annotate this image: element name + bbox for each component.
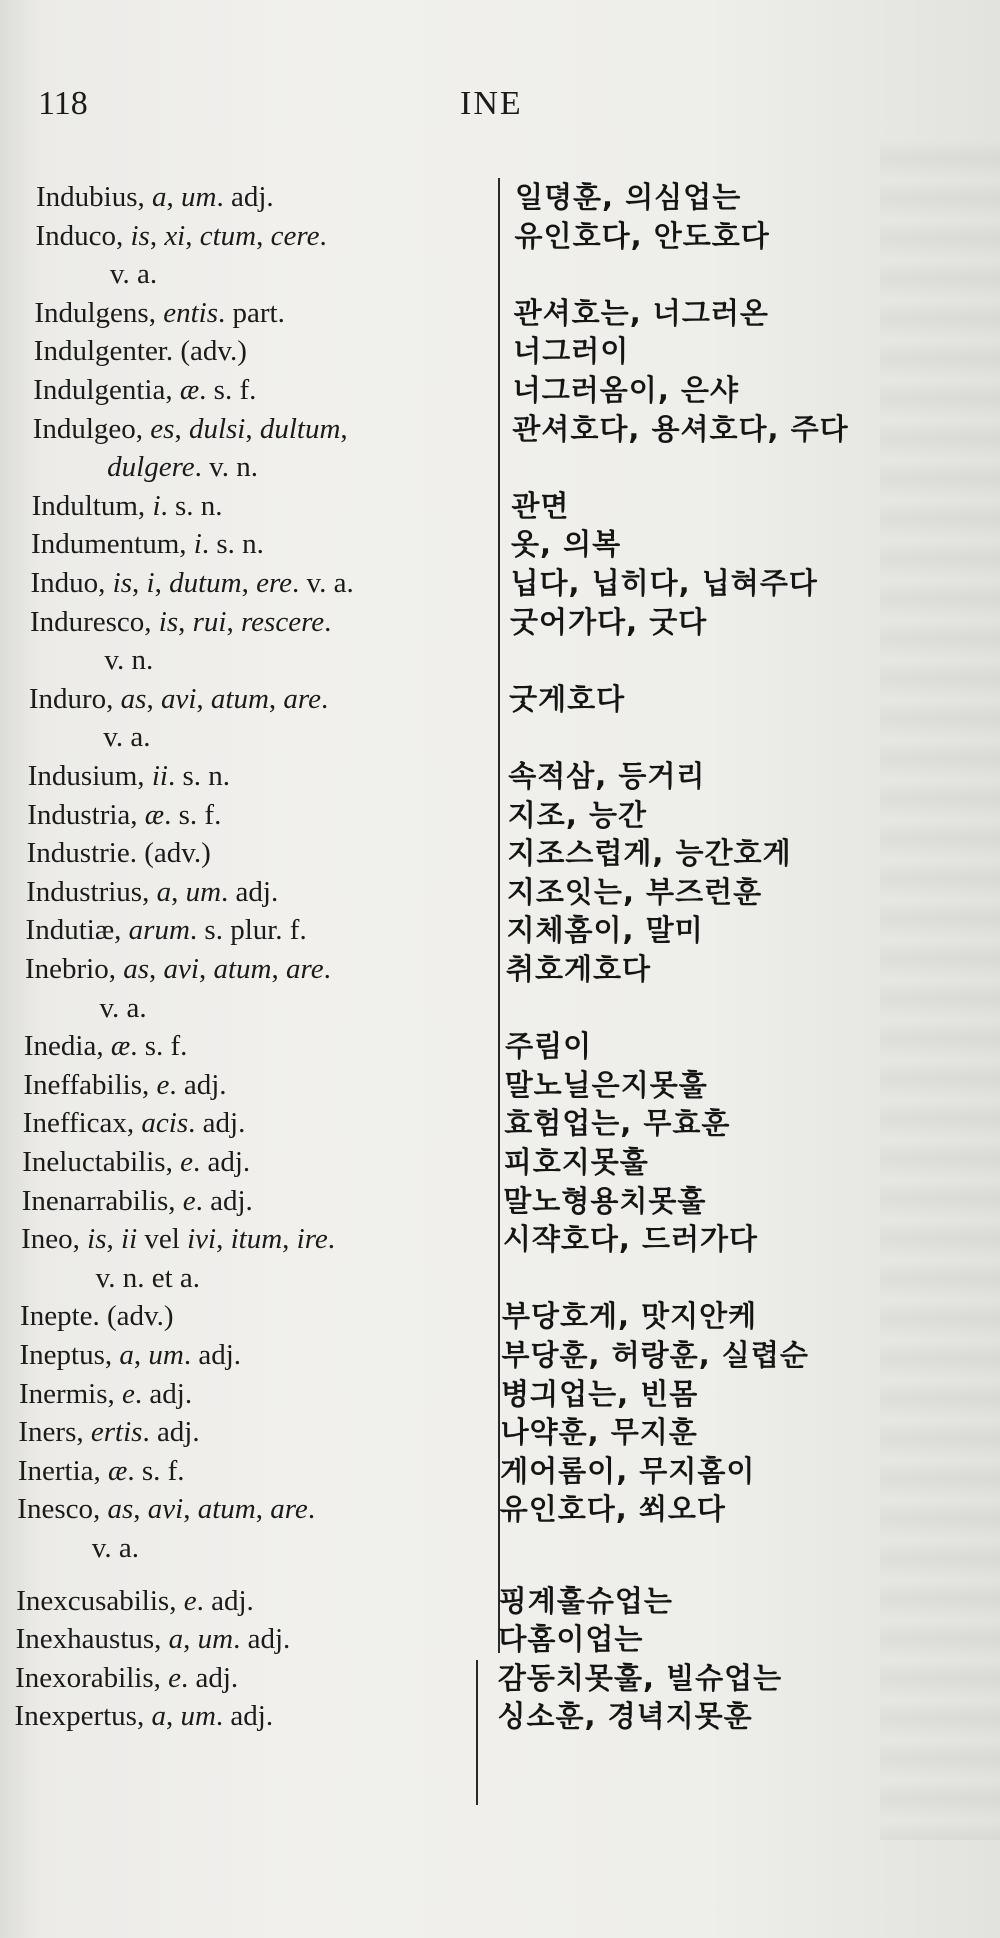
entry-korean: 핑계훌슈업는: [498, 1583, 673, 1618]
entry-latin: Inepte. (adv.): [20, 1300, 174, 1333]
entry-latin: v. a.: [99, 991, 147, 1024]
entry-korean: 유인호다, 안도호다: [514, 218, 770, 253]
entry-latin: Industrie. (adv.): [26, 837, 211, 870]
entry-korean: 너그러이: [513, 334, 630, 369]
entry-korean: 관면: [511, 488, 570, 523]
entry-latin: Indulgenter. (adv.): [33, 335, 247, 368]
entry-latin: Inefficax, acis. adj.: [22, 1107, 246, 1140]
entry-korean: 지체홈이, 말미: [506, 913, 704, 948]
entry-latin: Indubius, a, um. adj.: [36, 181, 274, 213]
entry-latin: dulgere. v. n.: [107, 451, 259, 484]
entry-korean: 굿어가다, 굿다: [510, 604, 708, 639]
entry-latin: Induo, is, i, dutum, ere. v. a.: [30, 567, 354, 599]
column-divider-lower: [476, 1660, 478, 1805]
entry-korean: 나약훈, 무지훈: [500, 1415, 698, 1450]
entry-korean: 관셔호는, 너그러온: [513, 295, 769, 330]
entry-korean: 옷, 의복: [510, 527, 622, 562]
entry-latin: Industrius, a, um. adj.: [26, 875, 279, 908]
entry-latin: Inedia, æ. s. f.: [23, 1030, 188, 1063]
entry-korean: 취호게호다: [506, 952, 652, 986]
entry-korean: 지조스럽게, 능간호게: [507, 836, 792, 871]
entry-korean: 지조잇는, 부즈런훈: [506, 874, 763, 909]
bleed-through-text: [880, 140, 1000, 1840]
entry-korean: 시쟉호다, 드러가다: [502, 1222, 759, 1257]
entry-latin: Inertia, æ. s. f.: [17, 1454, 185, 1487]
running-head: INE: [460, 85, 523, 122]
entry-latin: Induco, is, xi, ctum, cere.: [35, 219, 327, 252]
entry-korean: 피호지못훌: [503, 1145, 649, 1179]
entry-korean: 말노형용치못훌: [503, 1183, 707, 1218]
entry-korean: 다홈이업는: [498, 1622, 644, 1657]
entry-korean: 닙다, 닙히다, 닙혀주다: [510, 566, 818, 600]
entry-latin: Indutiæ, arum. s. plur. f.: [25, 914, 307, 947]
entry-latin: Inesco, as, avi, atum, are.: [17, 1493, 316, 1526]
entry-latin: Indulgeo, es, dulsi, dultum,: [32, 412, 348, 445]
entry-latin: v. a.: [91, 1532, 139, 1564]
entry-latin: Inexpertus, a, um. adj.: [14, 1700, 274, 1733]
entry-korean: 병긔업는, 빈몸: [501, 1376, 699, 1411]
entry-korean: 유인호다, 쐬오다: [499, 1492, 726, 1527]
page-number: 118: [38, 85, 88, 122]
entry-latin: Ineptus, a, um. adj.: [19, 1339, 242, 1371]
entry-latin: v. a.: [103, 721, 151, 754]
entry-latin: Inexcusabilis, e. adj.: [16, 1584, 254, 1617]
entry-latin: v. a.: [109, 258, 158, 291]
entry-korean: 부당훈, 허랑훈, 실렵순: [501, 1338, 809, 1372]
entry-latin: Inenarrabilis, e. adj.: [21, 1184, 253, 1217]
entry-korean: 부당호게, 맛지안케: [501, 1299, 758, 1334]
entry-latin: Indusium, ii. s. n.: [27, 760, 230, 792]
entry-latin: Indultum, i. s. n.: [31, 489, 223, 522]
entry-korean: 감동치못훌, 빌슈업는: [497, 1660, 783, 1695]
entry-korean: 일뎡훈, 의심업는: [515, 180, 742, 214]
entry-latin: Ineluctabilis, e. adj.: [22, 1146, 251, 1178]
entry-latin: v. n. et a.: [95, 1261, 201, 1294]
page-header: [0, 85, 1000, 135]
entry-latin: Industria, æ. s. f.: [27, 798, 222, 831]
entry-korean: 속적삼, 등거리: [508, 759, 706, 793]
entry-korean: 지조, 능간: [507, 797, 647, 832]
entry-korean: 주림이: [505, 1029, 593, 1064]
entry-korean: 효험업는, 무효훈: [504, 1106, 731, 1141]
entry-latin: Inexhaustus, a, um. adj.: [15, 1623, 291, 1656]
entry-korean: 관셔호다, 용셔호다, 주다: [512, 411, 849, 446]
entry-latin: Inermis, e. adj.: [18, 1377, 193, 1410]
entry-latin: Iners, ertis. adj.: [18, 1416, 200, 1449]
entry-korean: 말노닐은지못훌: [504, 1067, 708, 1102]
entry-latin: Inebrio, as, avi, atum, are.: [25, 953, 331, 985]
entry-latin: Inexorabilis, e. adj.: [15, 1661, 239, 1694]
entry-latin: Ineo, is, ii vel ivi, itum, ire.: [21, 1223, 336, 1256]
entry-korean: 게어롬이, 무지홈이: [500, 1453, 756, 1488]
entry-korean: 너그러옴이, 은샤: [512, 373, 739, 407]
entry-latin: Ineffabilis, e. adj.: [23, 1068, 227, 1101]
entry-latin: Indumentum, i. s. n.: [31, 528, 264, 561]
entry-latin: Induresco, is, rui, rescere.: [29, 605, 332, 638]
entry-latin: Indulgentia, æ. s. f.: [33, 374, 257, 406]
entry-korean: 굿게호다: [509, 681, 626, 716]
entry-latin: Indulgens, entis. part.: [34, 296, 285, 329]
entry-korean: 싱소훈, 경녁지못훈: [497, 1699, 753, 1734]
entry-latin: v. n.: [104, 644, 154, 677]
entry-latin: Induro, as, avi, atum, are.: [28, 682, 329, 715]
